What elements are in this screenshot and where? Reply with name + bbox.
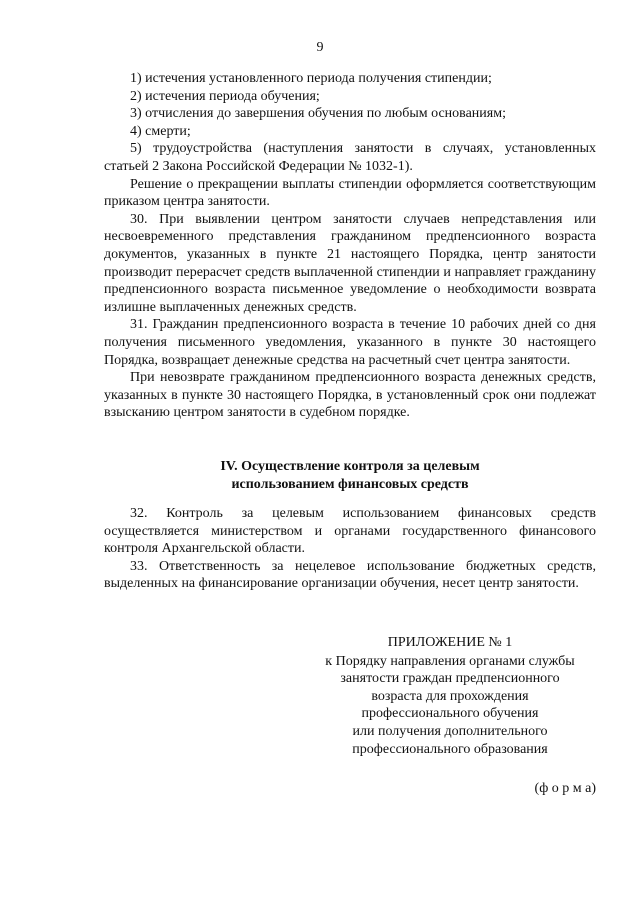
list-item: 3) отчисления до завершения обучения по любым основаниям; (130, 106, 506, 122)
page-number: 9 (316, 40, 324, 55)
paragraph: 32. Контроль за целевым использованием финансовых средств осуществляется министерством и органами государственного финансового контроля Архангельской области. (104, 506, 596, 557)
paragraph: 33. Ответственность за нецелевое использование бюджетных средств, выделенных на финансирование организации обучения, несет центр занятости. (104, 558, 596, 592)
main-text-upper (104, 70, 596, 422)
section-heading-line: IV. Осуществление контроля за целевым (220, 459, 480, 474)
appendix-line: к Порядку направления органами службы (325, 653, 575, 669)
appendix-line: или получения дополнительного (352, 723, 548, 739)
appendix-title: ПРИЛОЖЕНИЕ № 1 (387, 635, 513, 650)
section-heading-line: использованием финансовых средств (231, 476, 469, 492)
list-item: 4) смерти; (130, 123, 191, 139)
appendix-line: профессионального обучения (361, 706, 539, 722)
appendix-block (300, 634, 600, 758)
appendix-line: занятости граждан предпенсионного (340, 671, 560, 687)
list-item: 1) истечения установленного периода получения стипендии; (130, 71, 492, 86)
paragraph: При невозврате гражданином предпенсионного возраста денежных средств, указанных в пункте 30 настоящего Порядка, в установленный срок они подлежат взысканию центром занятости в судебном порядке. (104, 370, 596, 421)
paragraph: 31. Гражданин предпенсионного возраста в течение 10 рабочих дней со дня получения письменного уведомления, указанного в пункте 30 настоящего Порядка, возвращает денежные средства на расчетный счет центра занятости. (104, 317, 596, 368)
list-item: 2) истечения периода обучения; (130, 88, 320, 104)
paragraph: Решение о прекращении выплаты стипендии оформляется соответствующим приказом центра занятости. (104, 176, 596, 210)
section-heading (104, 458, 596, 493)
appendix-line: профессионального образования (352, 741, 548, 757)
list-item: 5) трудоустройства (наступления занятости в случаях, установленных статьей 2 Закона Российской Федерации № 1032-1). (104, 141, 596, 174)
form-label: (ф о р м а) (534, 781, 596, 796)
appendix-line: возраста для прохождения (371, 688, 529, 704)
main-text-lower (104, 505, 596, 593)
paragraph: 30. При выявлении центром занятости случаев непредставления или несвоевременного представления гражданином предпенсионного возраста документов, указанных в пункте 21 настоящего Порядка, центр занятости производит перерасчет средств выплаченной стипендии и направляет гражданину предпенсионного возраста письменное уведомление о необходимости возврата излишне выплаченных денежных средств. (104, 211, 596, 315)
